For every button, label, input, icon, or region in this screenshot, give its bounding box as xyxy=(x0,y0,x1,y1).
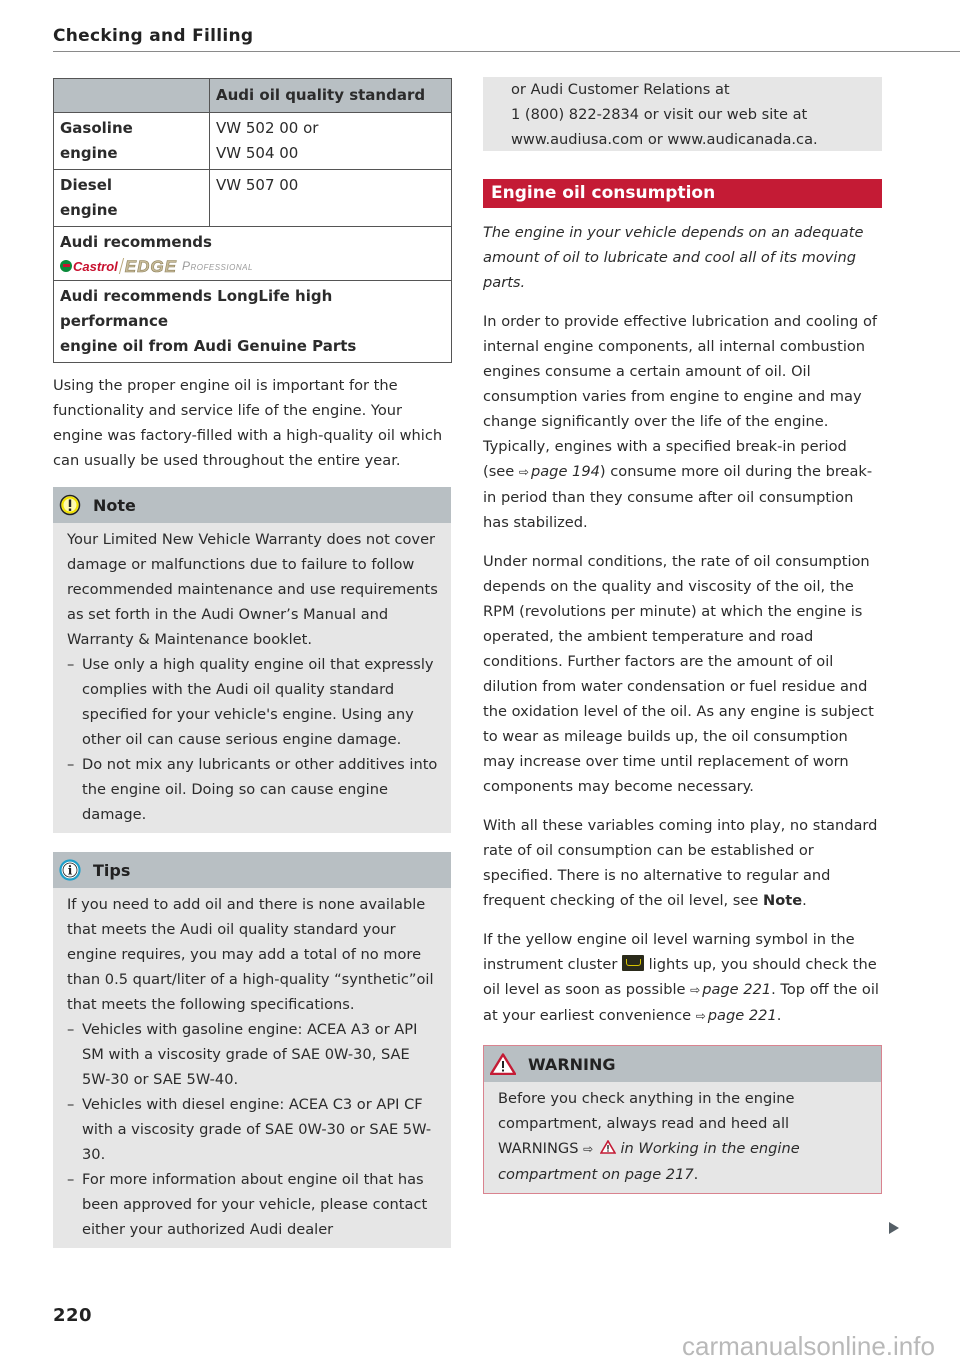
consumption-paragraph-3: With all these variables coming into play, no standard rate of oil consumption can be established or specified. There is no alternative to regular and frequent checking of the oil level, see Note. xyxy=(483,817,878,909)
tips-body xyxy=(53,888,451,1248)
note-box xyxy=(53,487,451,833)
tips-list-item: – Vehicles with diesel engine: ACEA C3 or API CF with a viscosity grade of SAE 0W-30 or SAE 5W-30. xyxy=(67,1092,439,1167)
info-circle-icon xyxy=(59,859,81,881)
page-ref-link[interactable]: page 221 xyxy=(707,1007,777,1024)
warning-title: WARNING xyxy=(528,1054,616,1074)
row-value: VW 507 00 xyxy=(210,170,452,227)
castrol-edge-logo xyxy=(60,255,445,277)
table-row-longlife: Audi recommends LongLife high performance engine oil from Audi Genuine Parts xyxy=(54,281,452,363)
warning-header xyxy=(484,1046,881,1082)
note-header xyxy=(53,487,451,523)
logo-divider xyxy=(119,258,124,274)
castrol-emblem-icon xyxy=(60,260,72,272)
table-row xyxy=(54,113,452,170)
table-header-standard: Audi oil quality standard xyxy=(210,79,452,113)
row-label: Gasoline engine xyxy=(54,113,210,170)
warning-box xyxy=(483,1045,882,1194)
tips-title: Tips xyxy=(93,860,131,880)
consumption-paragraph-4: If the yellow engine oil level warning symbol in the instrument cluster lights up, you should check the oil level as soon as possible ⇨ page 221. Top off the oil at your earliest convenience ⇨ page 221. xyxy=(483,931,879,1024)
note-list-item: – Use only a high quality engine oil that expressly complies with the Audi oil quality standard specified for your vehicle's engine. Using any other oil can cause serious engine damage. xyxy=(67,652,439,752)
continue-arrow-icon xyxy=(889,1222,899,1234)
note-text: Your Limited New Vehicle Warranty does not cover damage or malfunctions due to failure to follow recommended maintenance and use requirements as set forth in the Audi Owner’s Manual and Warranty & Maintenance booklet. xyxy=(67,531,438,648)
oil-level-warning-icon xyxy=(622,955,644,971)
note-ref: Note xyxy=(762,892,803,909)
consumption-paragraph-2: Under normal conditions, the rate of oil consumption depends on the quality and viscosity of the oil, the RPM (revolutions per minute) at which the engine is operated, the ambient temperature and road conditions. Further factors are the amount of oil dilution from water condensation or fuel residue and the oxidation level of the oil. As any engine is subject to wear as mileage builds up, the oil consumption may increase over time until replacement of worn components may become necessary. xyxy=(483,553,874,795)
contact-phone: 1 (800) 822-2834 or visit our web site at xyxy=(511,106,808,123)
arrow-icon: ⇨ xyxy=(690,983,701,997)
arrow-icon: ⇨ xyxy=(518,465,529,479)
page-ref-link[interactable]: in Working in the engine compartment on page 217 xyxy=(498,1140,800,1183)
warning-triangle-icon xyxy=(490,1053,516,1075)
note-list-item: – Do not mix any lubricants or other additives into the engine oil. Doing so can cause engine damage. xyxy=(67,752,439,827)
table-header-empty xyxy=(54,79,210,113)
warning-body: Before you check anything in the engine compartment, always read and heed all WARNINGS ⇨ in Working in the engine compartment on page 217. xyxy=(498,1090,800,1183)
svg-text:i: i xyxy=(67,863,73,878)
row-label: Diesel engine xyxy=(54,170,210,227)
arrow-icon: ⇨ xyxy=(583,1142,594,1156)
tips-list-item: – Vehicles with gasoline engine: ACEA A3 or API SM with a viscosity grade of SAE 0W-30, SAE 5W-30 or SAE 5W-40. xyxy=(67,1017,439,1092)
left-column xyxy=(53,78,451,1248)
page-number: 220 xyxy=(53,1305,93,1326)
tips-header xyxy=(53,852,451,888)
warning-triangle-small-icon xyxy=(600,1140,616,1154)
exclamation-circle-icon xyxy=(59,494,81,516)
table-header-row xyxy=(54,79,452,113)
tips-list-item: – For more information about engine oil that has been approved for your vehicle, please contact either your authorized Audi dealer xyxy=(67,1167,439,1242)
section-title: Checking and Filling xyxy=(53,26,254,46)
recommends-label: Audi recommends xyxy=(60,233,212,251)
arrow-icon: ⇨ xyxy=(695,1009,706,1023)
edge-wordmark: EDGE xyxy=(124,256,177,276)
oil-quality-table xyxy=(53,78,452,363)
engine-oil-consumption-heading: Engine oil consumption xyxy=(483,179,882,208)
tips-text: If you need to add oil and there is none available that meets the Audi oil quality standard your engine requires, you may add a total of no more than 0.5 quart/liter of a high-quality “synthetic”oil that meets the following specifications. xyxy=(67,896,434,1013)
tips-box xyxy=(53,852,451,1248)
row-value: VW 502 00 or VW 504 00 xyxy=(210,113,452,170)
contact-websites: www.audiusa.com or www.audicanada.ca. xyxy=(511,131,818,148)
oil-importance-paragraph: Using the proper engine oil is important for the functionality and service life of the engine. Your engine was factory-filled with a high-quality oil which can usually be used throughout the entire year. xyxy=(53,377,443,469)
table-row-recommends xyxy=(54,227,452,281)
header-rule xyxy=(53,51,960,52)
consumption-intro: The engine in your vehicle depends on an adequate amount of oil to lubricate and cool all of its moving parts. xyxy=(483,224,864,291)
contact-box xyxy=(483,77,882,151)
contact-line: or Audi Customer Relations at xyxy=(511,81,730,98)
consumption-paragraph-1: In order to provide effective lubrication and cooling of internal engine components, all internal combustion engines consume a certain amount of oil. Oil consumption varies from engine to engine and may change significantly over the life of the engine. Typically, engines with a specified break-in period (see ⇨ page 194) consume more oil during the break-in period than they consume after oil consumption has stabilized. xyxy=(483,313,878,531)
watermark: carmanualsonline.info xyxy=(682,1331,935,1361)
castrol-logo: Castrol xyxy=(60,254,118,279)
note-title: Note xyxy=(93,495,136,515)
right-column xyxy=(483,78,882,1194)
professional-wordmark: Professional xyxy=(181,258,253,273)
page-ref-link[interactable]: page 221 xyxy=(702,981,772,998)
table-row xyxy=(54,170,452,227)
note-body xyxy=(53,523,451,833)
page-ref-link[interactable]: page 194 xyxy=(530,463,600,480)
